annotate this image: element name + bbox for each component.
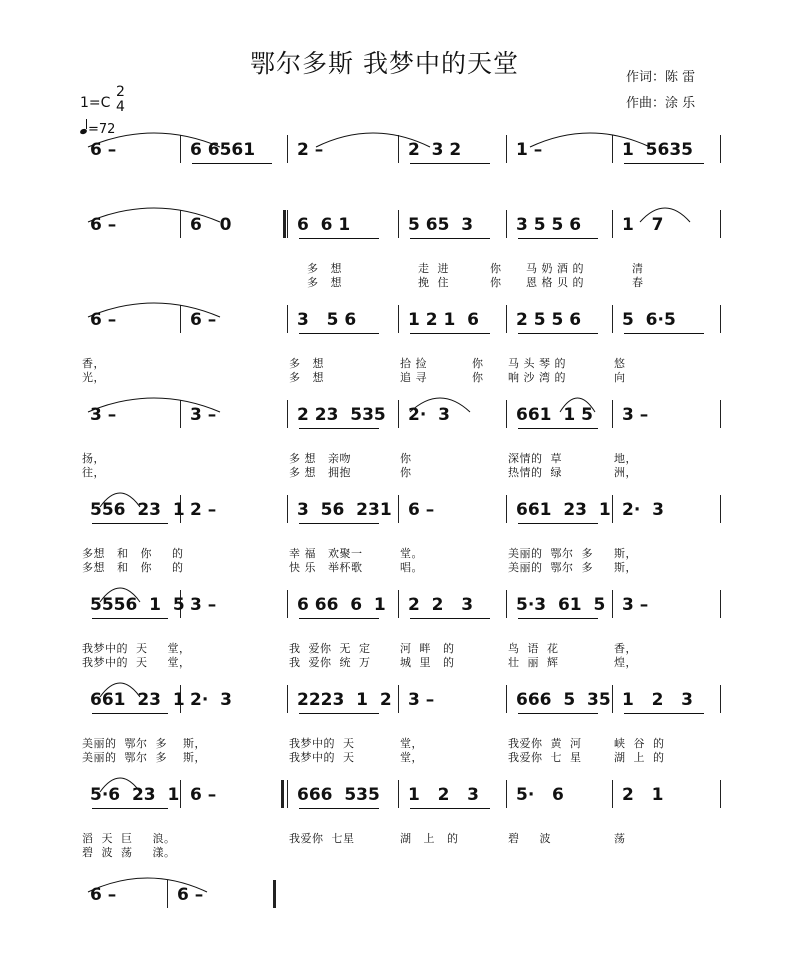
- measure-notes: 6 –: [190, 310, 217, 330]
- measure-notes: 3 5 5 6: [516, 215, 582, 235]
- beam-line: [410, 808, 490, 809]
- beam-line: [299, 523, 379, 524]
- lyric-line-2: 热情的 绿: [508, 466, 562, 479]
- lyricist-credit: 作词：陈 雷: [626, 70, 696, 85]
- lyric-line-2: 美丽的 鄂尔 多: [508, 561, 593, 574]
- beam-line: [624, 333, 704, 334]
- measure-notes: 2 –: [190, 500, 217, 520]
- score-system: [0, 880, 795, 980]
- measure-notes: 2 –: [297, 140, 324, 160]
- slur-layer: [0, 673, 795, 703]
- lyric-line-1: 多 想 亲吻: [289, 452, 351, 465]
- lyric-line-2: 壮 丽 辉: [508, 656, 559, 669]
- lyric-line-1: 碧 波: [508, 832, 551, 845]
- beam-line: [92, 808, 168, 809]
- lyric-line-1: 我梦中的 天 堂，: [82, 642, 191, 655]
- time-top: 2: [116, 84, 125, 100]
- measure-notes: 666 5 35: [516, 690, 611, 710]
- measure-notes: 5· 6: [516, 785, 564, 805]
- measure-notes: 1 2 3: [622, 690, 693, 710]
- measure-notes: 6 66 6 1: [297, 595, 386, 615]
- lyric-line-1: 马 奶 酒 的: [526, 262, 584, 275]
- measure-notes: 2· 3: [622, 500, 664, 520]
- slur-arc: [100, 588, 140, 602]
- slur-arc: [100, 683, 140, 697]
- beam-line: [518, 238, 598, 239]
- lyric-line-1: 多 想: [289, 357, 324, 370]
- measure-notes: 3 –: [190, 595, 217, 615]
- measure-notes: 2 2 3: [408, 595, 474, 615]
- lyric-line-1: 堂，: [400, 737, 423, 750]
- measure-notes: 666 535: [297, 785, 380, 805]
- measure-notes: 2· 3: [190, 690, 232, 710]
- lyric-line-2: 多 想 拥抱: [289, 466, 351, 479]
- lyric-line-1: 荡: [614, 832, 626, 845]
- measure-notes: 3 56 231: [297, 500, 392, 520]
- lyric-line-2: 我梦中的 天: [289, 751, 355, 764]
- measure-notes: 661 1 5: [516, 405, 593, 425]
- lyric-line-1: 拾 捡: [400, 357, 427, 370]
- lyric-line-2: 洲，: [614, 466, 637, 479]
- measure-notes: 6 –: [90, 140, 117, 160]
- measure-notes: 1 7: [622, 215, 664, 235]
- lyric-line-2: 城 里 的: [400, 656, 455, 669]
- measure-notes: 5556 1 5: [90, 595, 185, 615]
- beam-line: [192, 163, 272, 164]
- lyric-line-1: 峡 谷 的: [614, 737, 665, 750]
- measure-notes: 6 –: [177, 885, 204, 905]
- lyric-line-1: 河 畔 的: [400, 642, 455, 655]
- beam-line: [410, 238, 490, 239]
- beam-line: [299, 618, 379, 619]
- beam-line: [299, 238, 379, 239]
- measure-notes: 2 1: [622, 785, 664, 805]
- lyric-line-1: 鸟 语 花: [508, 642, 559, 655]
- measure-notes: 661 23 1: [90, 690, 185, 710]
- measure-notes: 2 3 2: [408, 140, 462, 160]
- measure-notes: 5·6 23 1: [90, 785, 180, 805]
- slur-arc: [88, 398, 220, 412]
- lyric-line-1: 幸 福 欢聚一: [289, 547, 363, 560]
- lyric-line-2: 唱。: [400, 561, 423, 574]
- measure-notes: 6 6 1: [297, 215, 351, 235]
- slur-arc: [530, 133, 650, 147]
- lyric-line-1: 多 想: [307, 262, 342, 275]
- lyric-line-1: 香，: [614, 642, 637, 655]
- measure-notes: 2 23 535: [297, 405, 386, 425]
- lyric-line-2: 春: [632, 276, 644, 289]
- lyric-line-1: 你: [472, 357, 484, 370]
- lyric-line-1: 你: [400, 452, 412, 465]
- lyric-line-2: 我 爱你 统 万: [289, 656, 371, 669]
- beam-line: [410, 333, 490, 334]
- measure-notes: 6 –: [408, 500, 435, 520]
- lyric-line-2: 往，: [82, 466, 105, 479]
- slur-layer: [0, 388, 795, 418]
- lyric-line-1: 悠: [614, 357, 626, 370]
- slur-arc: [88, 208, 220, 222]
- beam-line: [299, 428, 379, 429]
- measure-notes: 3 –: [408, 690, 435, 710]
- measure-notes: 556 23 1: [90, 500, 185, 520]
- slur-arc: [100, 493, 140, 507]
- beam-line: [299, 713, 379, 714]
- slur-arc: [316, 133, 430, 147]
- beam-line: [299, 808, 379, 809]
- lyric-line-1: 美丽的 鄂尔 多 斯，: [82, 737, 206, 750]
- slur-layer: [0, 293, 795, 323]
- lyric-line-2: 多 想: [307, 276, 342, 289]
- slur-arc: [560, 398, 595, 412]
- beam-line: [518, 523, 598, 524]
- lyric-line-2: 快 乐 举杯歌: [289, 561, 363, 574]
- lyric-line-2: 向: [614, 371, 626, 384]
- lyric-line-1: 湖 上 的: [400, 832, 459, 845]
- slur-arc: [88, 303, 220, 317]
- lyric-line-1: 美丽的 鄂尔 多: [508, 547, 593, 560]
- lyric-line-2: 堂，: [400, 751, 423, 764]
- beam-line: [92, 618, 168, 619]
- lyric-line-2: 湖 上 的: [614, 751, 665, 764]
- measure-notes: 3 5 6: [297, 310, 357, 330]
- time-signature: [116, 85, 125, 115]
- slur-arc: [410, 398, 470, 412]
- lyric-line-2: 你: [490, 276, 502, 289]
- measure-notes: 6 –: [190, 785, 217, 805]
- measure-notes: 3 –: [190, 405, 217, 425]
- measure-notes: 1 2 1 6: [408, 310, 479, 330]
- page-title: 鄂尔多斯 我梦中的天堂: [250, 49, 519, 78]
- measure-notes: 5·3 61 5: [516, 595, 606, 615]
- beam-line: [518, 333, 598, 334]
- lyric-line-2: 多 想: [289, 371, 324, 384]
- lyric-line-2: 光，: [82, 371, 105, 384]
- measure-notes: 1 5635: [622, 140, 693, 160]
- slur-arc: [88, 878, 207, 892]
- beam-line: [624, 163, 704, 164]
- lyric-line-2: 你: [400, 466, 412, 479]
- lyric-line-2: 多想 和 你 的: [82, 561, 184, 574]
- measure-notes: 6 0: [190, 215, 232, 235]
- lyric-line-2: 碧 波 荡 漾。: [82, 846, 176, 859]
- lyric-line-1: 香，: [82, 357, 105, 370]
- lyric-line-2: 斯，: [614, 561, 637, 574]
- measure-notes: 6 –: [90, 215, 117, 235]
- lyric-line-1: 我 爱你 无 定: [289, 642, 371, 655]
- lyric-line-2: 挽 住: [418, 276, 449, 289]
- beam-line: [518, 428, 598, 429]
- tempo-value: =72: [88, 122, 116, 137]
- slur-layer: [0, 123, 795, 153]
- measure-notes: 5 65 3: [408, 215, 474, 235]
- lyric-line-2: 追 寻: [400, 371, 427, 384]
- measure-notes: 661 23 1: [516, 500, 611, 520]
- beam-line: [92, 713, 168, 714]
- lyric-line-1: 清: [632, 262, 644, 275]
- time-bottom: 4: [116, 99, 125, 115]
- score-system: [0, 780, 795, 880]
- measure-notes: 6 –: [90, 885, 117, 905]
- lyric-line-2: 恩 格 贝 的: [526, 276, 584, 289]
- lyric-line-2: 美丽的 鄂尔 多 斯，: [82, 751, 206, 764]
- beam-line: [410, 163, 490, 164]
- measure-notes: 1 2 3: [408, 785, 479, 805]
- lyric-line-1: 斯，: [614, 547, 637, 560]
- slur-arc: [88, 133, 220, 147]
- slur-layer: [0, 768, 795, 798]
- beam-line: [92, 523, 168, 524]
- lyric-line-2: 我爱你 七 星: [508, 751, 582, 764]
- lyric-line-1: 滔 天 巨 浪。: [82, 832, 176, 845]
- measure-notes: 3 –: [90, 405, 117, 425]
- lyric-line-1: 扬，: [82, 452, 105, 465]
- beam-line: [624, 713, 704, 714]
- composer-credit: 作曲：涂 乐: [626, 96, 696, 111]
- lyric-line-2: 我梦中的 天 堂，: [82, 656, 191, 669]
- beam-line: [518, 618, 598, 619]
- measure-notes: 1 –: [516, 140, 543, 160]
- lyric-line-1: 我爱你 黄 河: [508, 737, 582, 750]
- measure-notes: 6 –: [90, 310, 117, 330]
- measure-notes: 2 5 5 6: [516, 310, 582, 330]
- lyric-line-1: 我爱你 七星: [289, 832, 355, 845]
- slur-layer: [0, 198, 795, 228]
- measure-notes: 2223 1 2: [297, 690, 392, 710]
- slur-arc: [100, 778, 140, 792]
- beam-line: [410, 618, 490, 619]
- slur-layer: [0, 868, 795, 898]
- measure-notes: 5 6·5: [622, 310, 676, 330]
- lyric-line-2: 响 沙 湾 的: [508, 371, 566, 384]
- measure-notes: 2· 3: [408, 405, 450, 425]
- beam-line: [518, 713, 598, 714]
- lyric-line-1: 马 头 琴 的: [508, 357, 566, 370]
- measure-notes: 3 –: [622, 595, 649, 615]
- lyric-line-1: 你: [490, 262, 502, 275]
- slur-arc: [640, 208, 690, 222]
- lyric-line-2: 你: [472, 371, 484, 384]
- slur-layer: [0, 483, 795, 513]
- lyric-line-1: 多想 和 你 的: [82, 547, 184, 560]
- slur-layer: [0, 578, 795, 608]
- lyric-line-1: 堂。: [400, 547, 423, 560]
- lyric-line-1: 走 进: [418, 262, 449, 275]
- measure-notes: 6 6561: [190, 140, 256, 160]
- beam-line: [299, 333, 379, 334]
- lyric-line-1: 深情的 草: [508, 452, 562, 465]
- lyric-line-1: 我梦中的 天: [289, 737, 355, 750]
- lyric-line-1: 地，: [614, 452, 637, 465]
- lyric-line-2: 煌，: [614, 656, 637, 669]
- measure-notes: 3 –: [622, 405, 649, 425]
- key-signature: 1=C: [80, 95, 111, 111]
